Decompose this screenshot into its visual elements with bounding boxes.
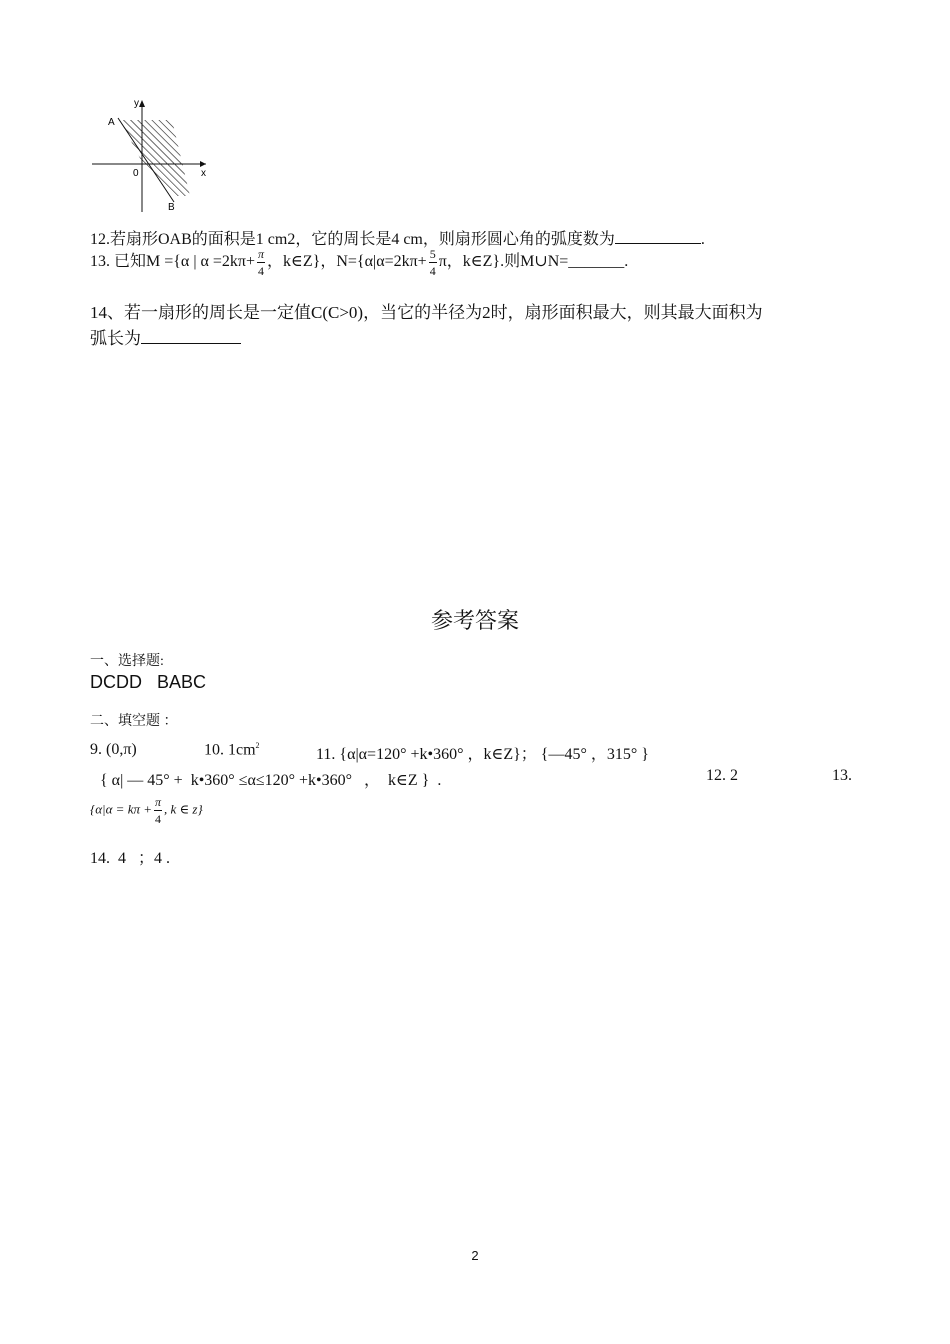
question-12 (90, 226, 705, 249)
answer-10: 10. $1cm^2$ (204, 741, 260, 759)
fraction-5-over-4: $\frac{5}{4}$ (429, 247, 436, 278)
point-b-label: B (168, 202, 175, 213)
answer-11-line1: 11. {α|α=120° +k•360° ，k∈Z}； {—45° ，315° } (316, 746, 649, 763)
answer-12: 12. 2 (706, 767, 738, 784)
answers-title: 参考答案 (430, 608, 519, 633)
answer-13-set: {α|α = kπ + $\frac{\pi}{4}$ , k ∈ z} (90, 795, 203, 826)
answer-13-label: 13. (832, 767, 852, 784)
question-13-part2: ，k∈Z}，N={α|α=2kπ+ (267, 253, 427, 271)
question-12-end: . (700, 231, 705, 248)
answer-blank[interactable] (141, 329, 241, 344)
fraction-pi-over-4: $\frac{\pi}{4}$ (258, 247, 265, 278)
answer-9: 9. (0,π) (90, 741, 137, 758)
question-13-blank[interactable]: _______. (568, 253, 629, 271)
question-13 (90, 248, 628, 277)
shaded-region-figure (88, 92, 218, 217)
choice-answers: DCDD BABC (90, 672, 207, 692)
question-14-line2: 弧长为 (90, 324, 241, 349)
question-12-text: 12.若扇形OAB的面积是1 cm2，它的周长是4 cm，则扇形圆心角的弧度数为 (90, 231, 615, 248)
question-13-part3: π，k∈Z}.则M∪N= (438, 253, 569, 271)
answer-14: 14. 4 ；4 . (90, 850, 171, 867)
section-2-heading: 二、填空题 ： (90, 714, 178, 729)
y-axis-label: y (134, 98, 139, 109)
hatched-area (120, 120, 190, 196)
x-axis-label: x (201, 168, 206, 179)
origin-label: 0 (133, 168, 139, 179)
fraction-pi-over-4: $\frac{\pi}{4}$ (155, 795, 162, 826)
point-a-label: A (108, 117, 115, 128)
section-1-heading: 一、选择题: (90, 654, 164, 669)
answer-11-line2: { α| — 45° + k•360° ≤α≤120° +k•360° ， k∈Z } . (100, 772, 442, 789)
question-13-part1: 13. 已知M ={α | α =2kπ+ (90, 253, 256, 271)
question-14-line1: 14、若一扇形的周长是一定值C(C>0)，当它的半径为2时，扇形面积最大，则其最大面积为 (90, 303, 763, 322)
page-number: 2 (471, 1248, 479, 1263)
answer-blank[interactable] (615, 229, 701, 244)
